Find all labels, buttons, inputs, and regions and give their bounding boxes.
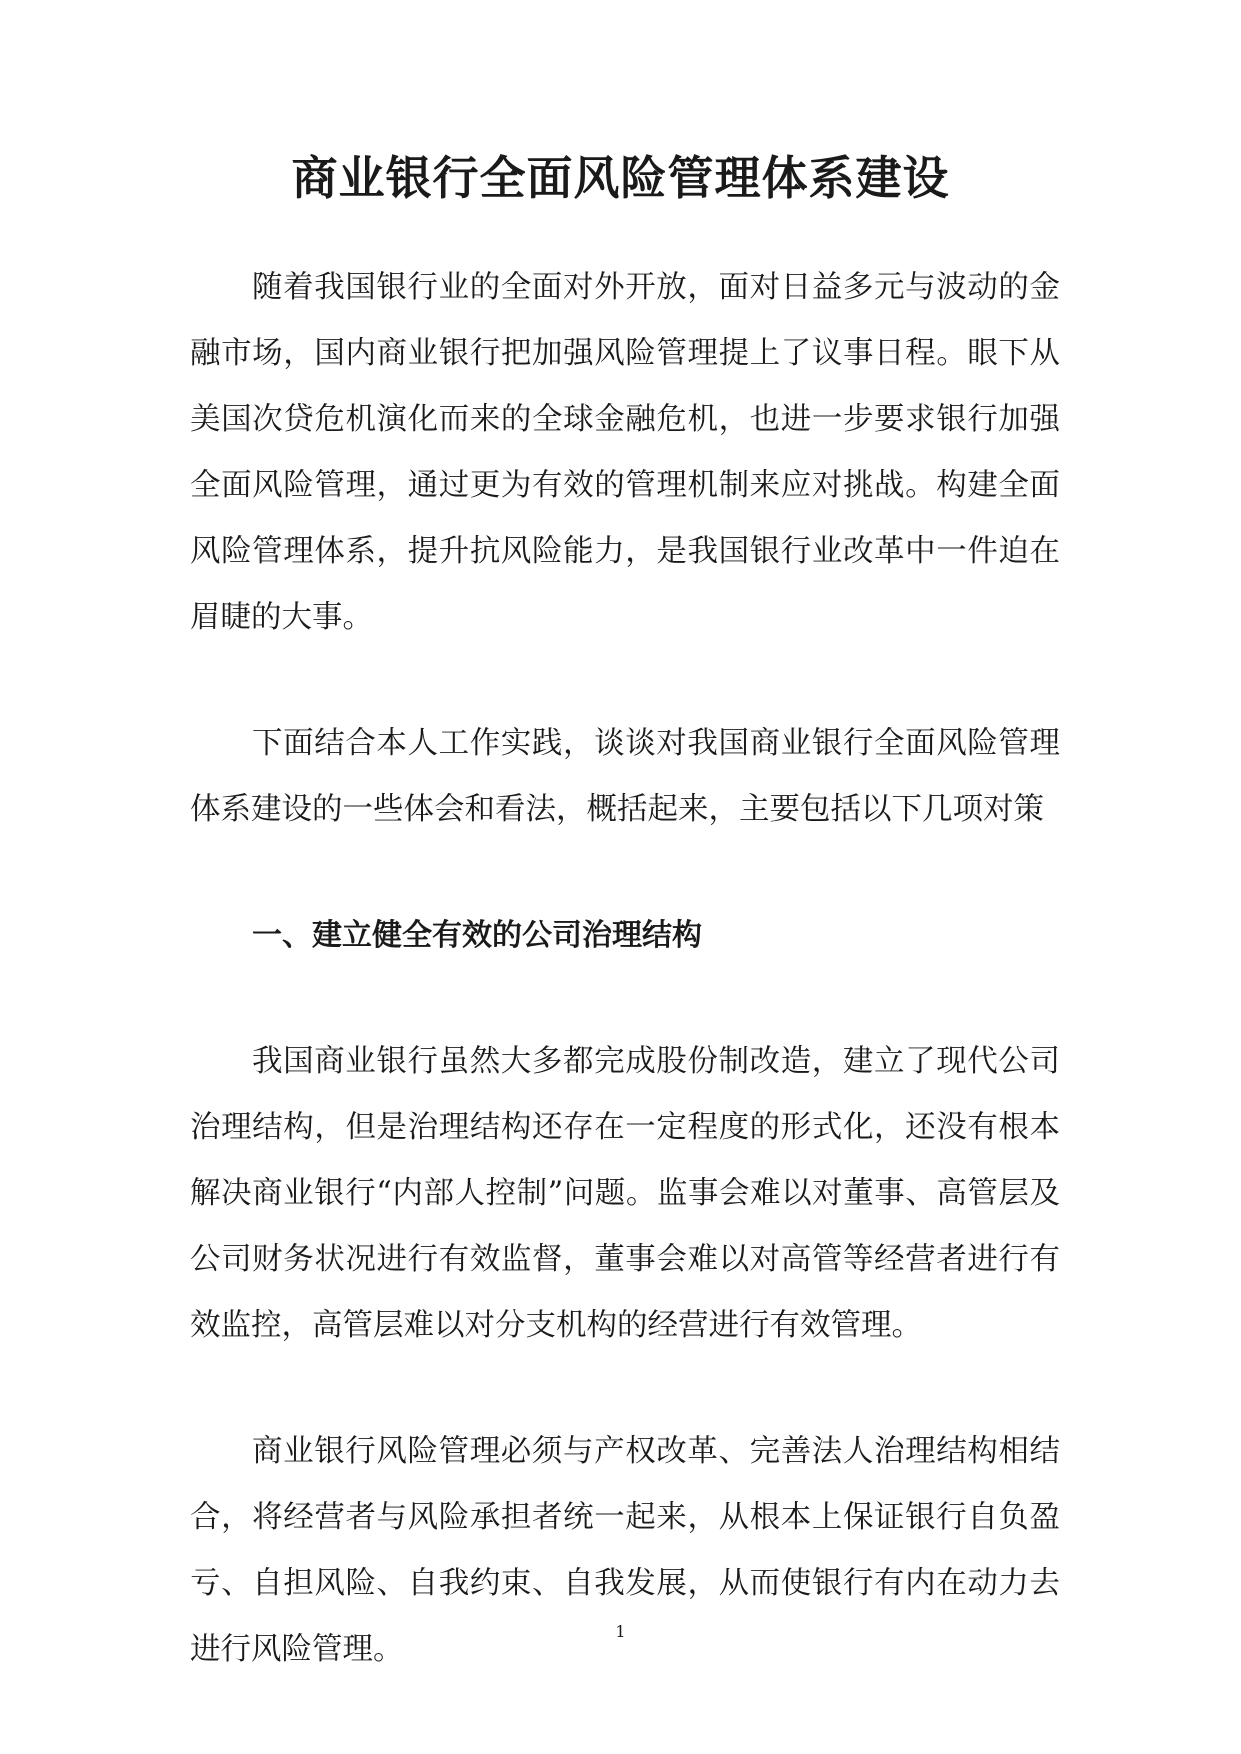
page-number: 1 (615, 1622, 626, 1641)
section-heading-1: 一、建立健全有效的公司治理结构 (252, 918, 702, 953)
section-1-paragraph-1: 我国商业银行虽然大多都完成股份制改造，建立了现代公司治理结构，但是治理结构还存在一定程度的形式化，还没有根本解决商业银行“内部人控制”问题。监事会难以对董事、高管层及公司财务状况进行有效监督，董事会难以对高管等经营者进行有效监控，高管层难以对分支机构的经营进行有效管理。 (190, 1044, 1060, 1343)
paragraph-spacer (190, 1359, 1060, 1419)
intro-paragraph-2: 下面结合本人工作实践，谈谈对我国商业银行全面风险管理体系建设的一些体会和看法，概括起来，主要包括以下几项对策 (190, 726, 1060, 827)
paragraph-spacer (190, 651, 1060, 711)
document-title: 商业银行全面风险管理体系建设 (291, 151, 950, 205)
intro-paragraph-1: 随着我国银行业的全面对外开放，面对日益多元与波动的金融市场，国内商业银行把加强风险管理提上了议事日程。眼下从美国次贷危机演化而来的全球金融危机，也进一步要求银行加强全面风险管理，通过更为有效的管理机制来应对挑战。构建全面风险管理体系，提升抗风险能力，是我国银行业改革中一件迫在眉睫的大事。 (190, 270, 1060, 635)
document-body (190, 255, 1060, 1683)
section-1-paragraph-2: 商业银行风险管理必须与产权改革、完善法人治理结构相结合，将经营者与风险承担者统一起来，从根本上保证银行自负盈亏、自担风险、自我约束、自我发展，从而使银行有内在动力去进行风险管理。 (190, 1434, 1060, 1667)
paragraph-spacer (190, 969, 1060, 1029)
paragraph-spacer (190, 843, 1060, 903)
